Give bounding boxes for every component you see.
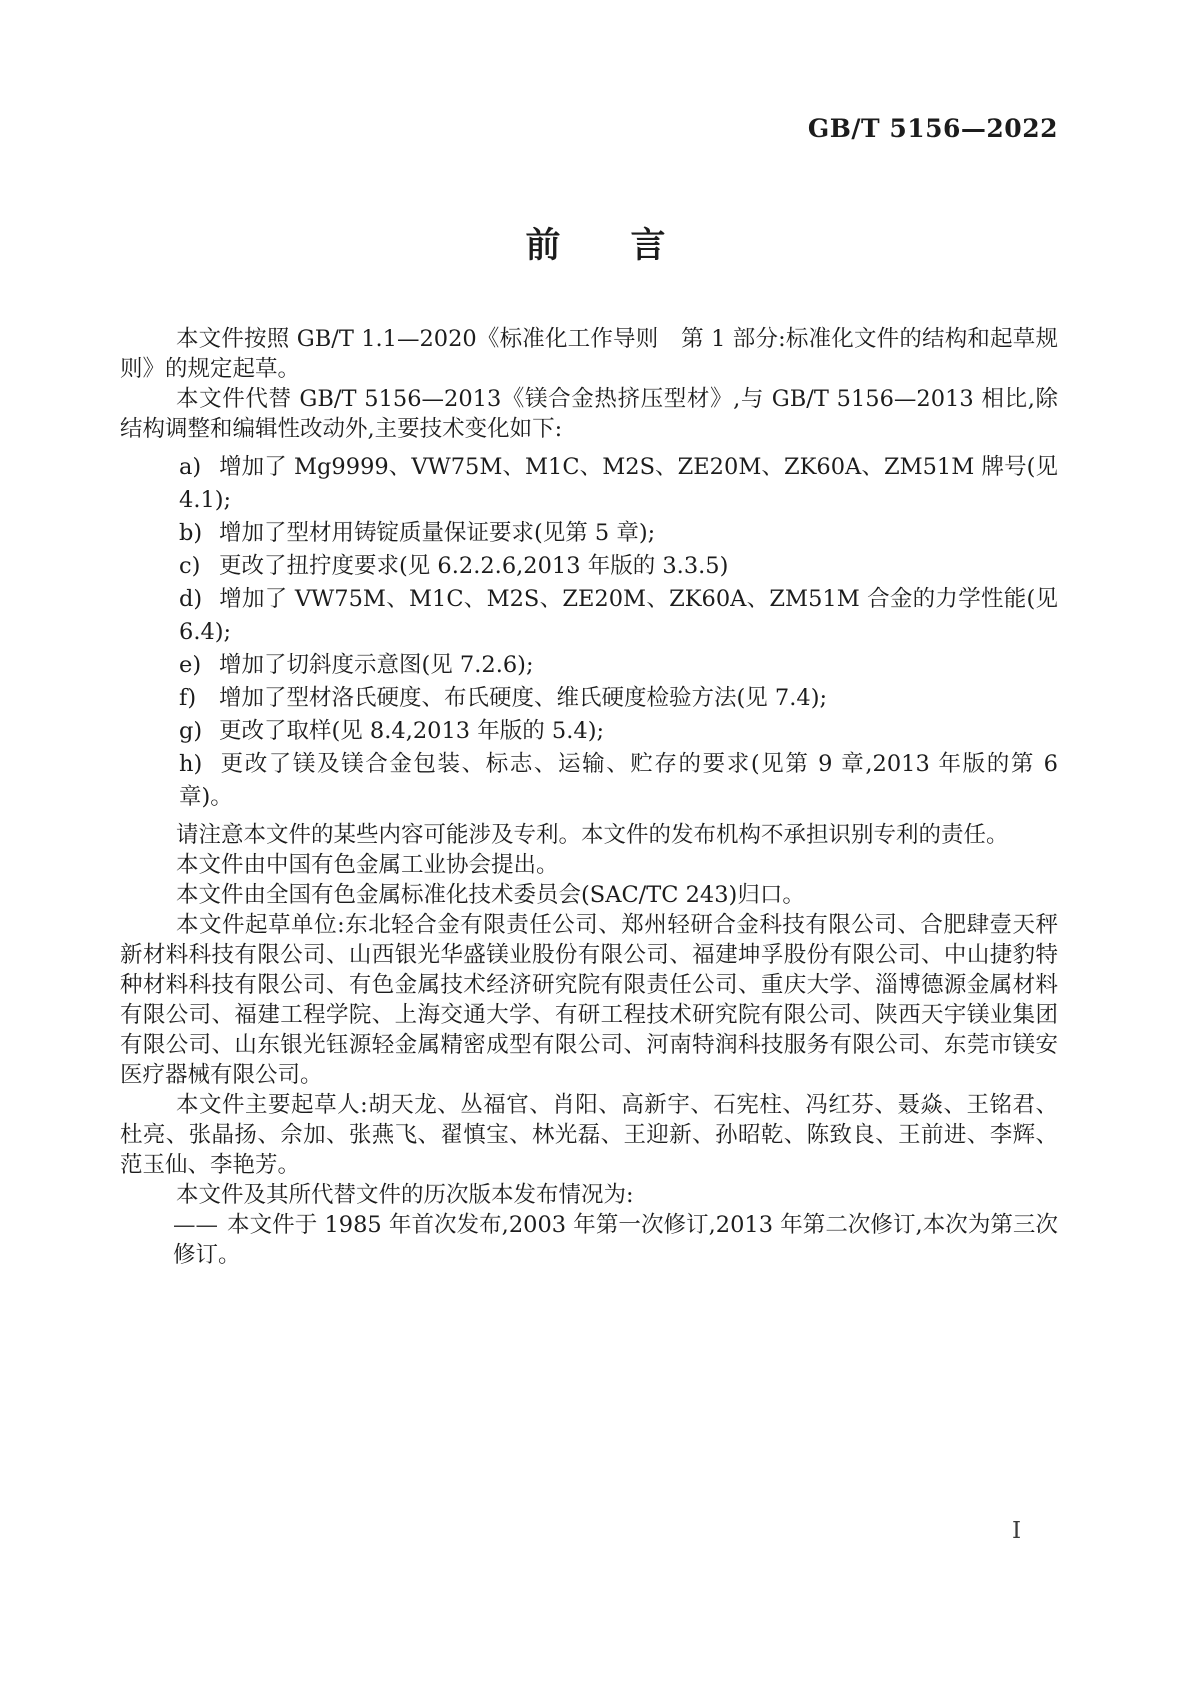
paragraph-drafting-basis: 本文件按照 GB/T 1.1—2020《标准化工作导则 第 1 部分:标准化文件的结构和起草规则》的规定起草。 — [120, 326, 1058, 382]
list-item-label: e) — [179, 652, 202, 678]
list-item — [179, 748, 1058, 814]
history-item — [173, 1210, 1058, 1270]
list-item-label: h) — [179, 751, 203, 777]
list-item — [179, 715, 1058, 748]
list-item — [179, 649, 1058, 682]
list-item-text: 更改了扭拧度要求(见 6.2.2.6,2013 年版的 3.3.5) — [219, 553, 729, 579]
paragraph-drafting-units: 本文件起草单位:东北轻合金有限责任公司、郑州轻研合金科技有限公司、合肥肆壹天秤新材料科技有限公司、山西银光华盛镁业股份有限公司、福建坤孚股份有限公司、中山捷豹特种材料科技有限公司、有色金属技术经济研究院有限责任公司、重庆大学、淄博德源金属材料有限公司、福建工程学院、上海交通大学、有研工程技术研究院有限公司、陕西天宇镁业集团有限公司、山东银光钰源轻金属精密成型有限公司、河南特润科技服务有限公司、东莞市镁安医疗器械有限公司。 — [120, 912, 1058, 1088]
list-item — [179, 451, 1058, 517]
paragraph-history-intro: 本文件及其所代替文件的历次版本发布情况为: — [176, 1182, 634, 1208]
page-title: 前 言 — [525, 225, 666, 266]
list-item-text: 增加了切斜度示意图(见 7.2.6); — [219, 652, 534, 678]
list-item-label: b) — [179, 520, 203, 546]
list-item — [179, 583, 1058, 649]
list-item-label: c) — [179, 553, 201, 579]
list-item-label: d) — [179, 586, 203, 612]
list-item-text: 增加了 Mg9999、VW75M、M1C、M2S、ZE20M、ZK60A、ZM51M 牌号(见 4.1); — [179, 454, 1058, 513]
list-item — [179, 517, 1058, 550]
paragraph-proposed-by: 本文件由中国有色金属工业协会提出。 — [176, 852, 559, 878]
list-item — [179, 682, 1058, 715]
standard-code: GB/T 5156—2022 — [807, 114, 1058, 143]
list-item-text: 更改了取样(见 8.4,2013 年版的 5.4); — [219, 718, 605, 744]
paragraph-replacement-notice: 本文件代替 GB/T 5156—2013《镁合金热挤压型材》,与 GB/T 5156—2013 相比,除结构调整和编辑性改动外,主要技术变化如下: — [120, 386, 1058, 442]
dash-marker: —— — [173, 1212, 218, 1238]
paragraph-centralized-by: 本文件由全国有色金属标准化技术委员会(SAC/TC 243)归口。 — [176, 882, 805, 908]
paragraph-patent-notice: 请注意本文件的某些内容可能涉及专利。本文件的发布机构不承担识别专利的责任。 — [176, 822, 1009, 848]
paragraph-drafters: 本文件主要起草人:胡天龙、丛福官、肖阳、高新宇、石宪柱、冯红芬、聂焱、王铭君、杜亮、张晶扬、佘加、张燕飞、翟慎宝、林光磊、王迎新、孙昭乾、陈致良、王前进、李辉、范玉仙、李艳芳。 — [120, 1092, 1058, 1178]
list-item-text: 增加了型材洛氏硬度、布氏硬度、维氏硬度检验方法(见 7.4); — [219, 685, 828, 711]
list-item-text: 更改了镁及镁合金包装、标志、运输、贮存的要求(见第 9 章,2013 年版的第 6 章)。 — [179, 751, 1058, 810]
list-item-label: f) — [179, 685, 197, 711]
foreword-body — [120, 324, 1058, 1270]
list-item-label: a) — [179, 454, 202, 480]
changes-list — [120, 451, 1058, 814]
list-item-text: 增加了 VW75M、M1C、M2S、ZE20M、ZK60A、ZM51M 合金的力学性能(见 6.4); — [179, 586, 1058, 645]
page-number: I — [1012, 1518, 1022, 1544]
list-item — [179, 550, 1058, 583]
history-item-text: 本文件于 1985 年首次发布,2003 年第一次修订,2013 年第二次修订,本次为第三次修订。 — [173, 1212, 1058, 1268]
list-item-text: 增加了型材用铸锭质量保证要求(见第 5 章); — [219, 520, 656, 546]
list-item-label: g) — [179, 718, 203, 744]
